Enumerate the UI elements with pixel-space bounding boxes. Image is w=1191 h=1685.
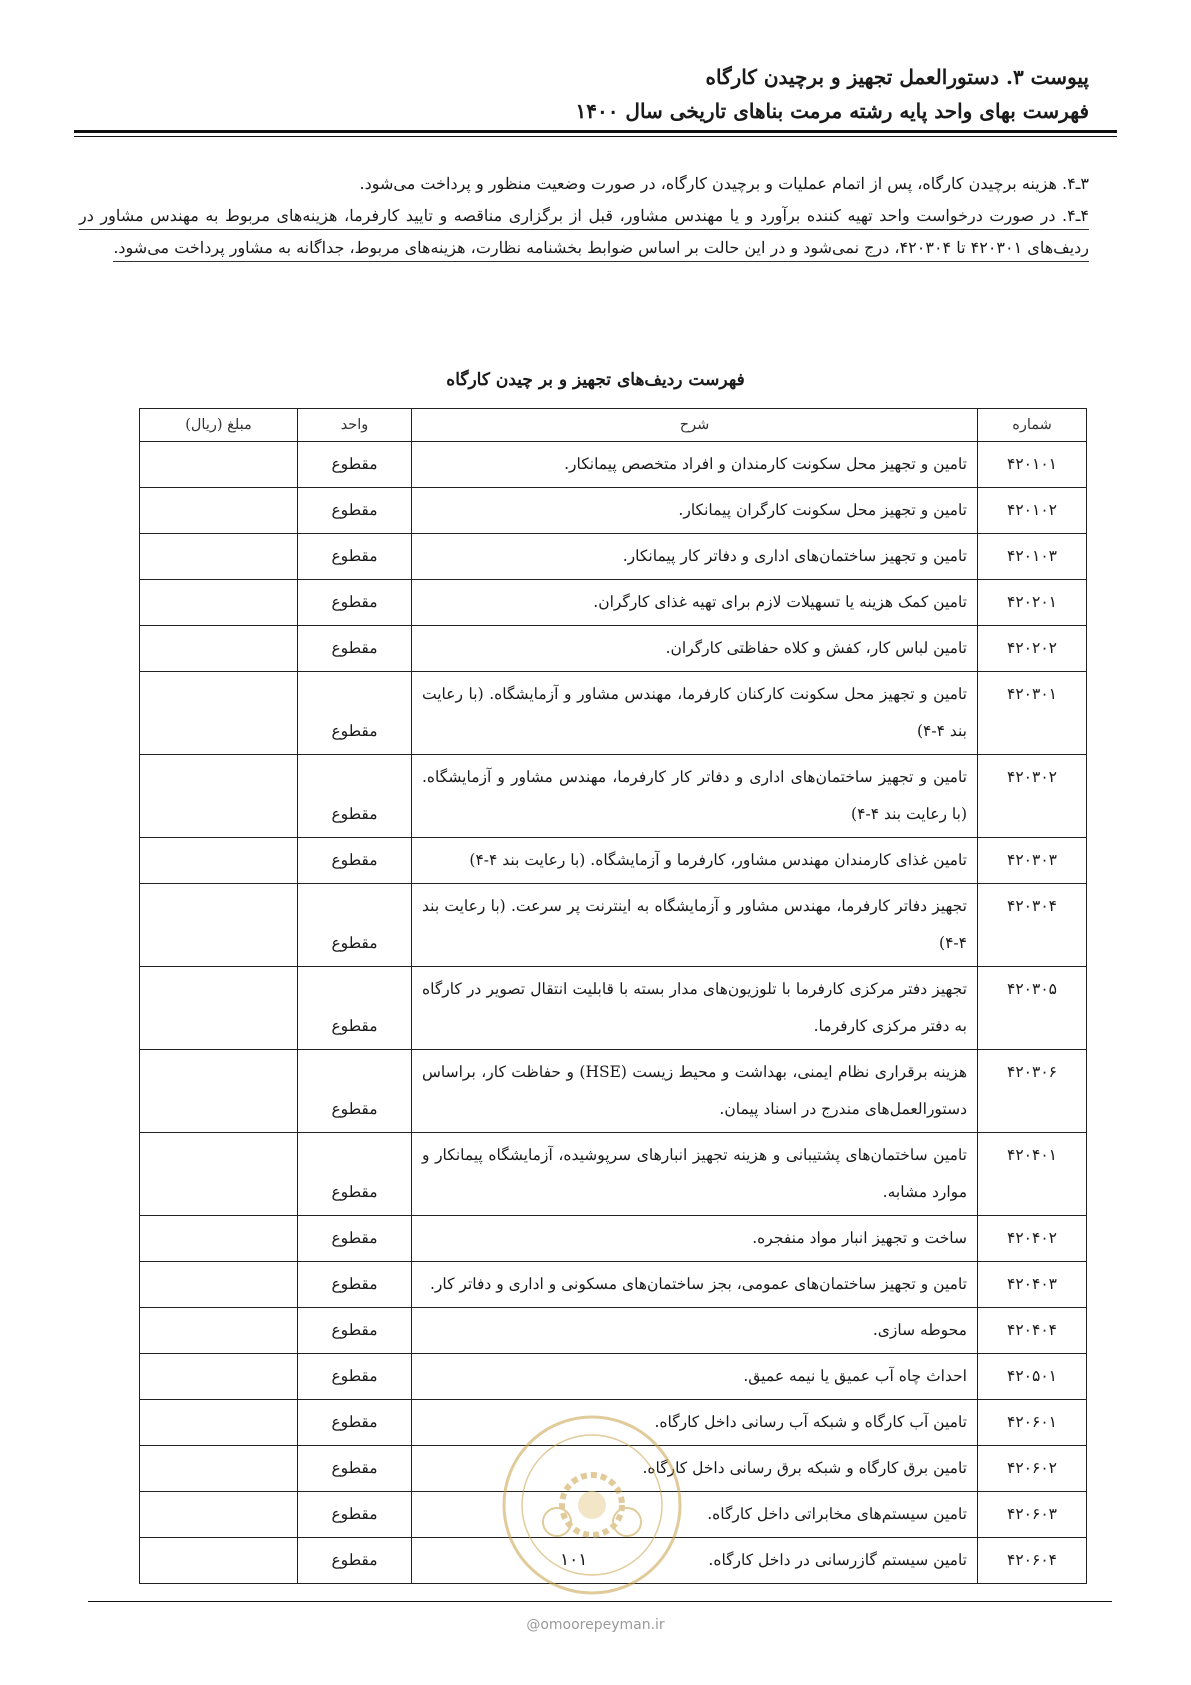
row-description: تامین سیستم گازرسانی در داخل کارگاه. xyxy=(412,1538,978,1584)
body-text xyxy=(79,168,1089,264)
row-code: ۴۲۰۱۰۱ xyxy=(978,442,1087,488)
row-code: ۴۲۰۶۰۱ xyxy=(978,1400,1087,1446)
table-row xyxy=(140,626,1087,672)
row-unit: مقطوع xyxy=(298,967,412,1050)
watermark-site: @omoorepeyman.ir xyxy=(526,1617,665,1633)
table-row xyxy=(140,1133,1087,1216)
row-code: ۴۲۰۳۰۲ xyxy=(978,755,1087,838)
document-title: فهرست بهای واحد پایه رشته مرمت بناهای تاریخی سال ۱۴۰۰ xyxy=(575,99,1089,123)
row-amount xyxy=(140,534,298,580)
row-description: تجهیز دفاتر کارفرما، مهندس مشاور و آزمایشگاه به اینترنت پر سرعت. (با رعایت بند ۴-۴) xyxy=(412,884,978,967)
row-description: تامین لباس کار، کفش و کلاه حفاظتی کارگران. xyxy=(412,626,978,672)
table-row xyxy=(140,1354,1087,1400)
row-amount xyxy=(140,884,298,967)
row-code: ۴۲۰۳۰۶ xyxy=(978,1050,1087,1133)
row-amount xyxy=(140,1133,298,1216)
table-row xyxy=(140,1216,1087,1262)
row-unit: مقطوع xyxy=(298,580,412,626)
paragraph-4-4 xyxy=(79,200,1089,264)
row-amount xyxy=(140,1050,298,1133)
row-unit: مقطوع xyxy=(298,1216,412,1262)
row-description: تجهیز دفتر مرکزی کارفرما با تلوزیون‌های مدار بسته با قابلیت انتقال تصویر در کارگاه به دفتر مرکزی کارفرما. xyxy=(412,967,978,1050)
row-amount xyxy=(140,1538,298,1584)
row-description: تامین سیستم‌های مخابراتی داخل کارگاه. xyxy=(412,1492,978,1538)
table-row xyxy=(140,672,1087,755)
row-description: احداث چاه آب عمیق یا نیمه عمیق. xyxy=(412,1354,978,1400)
header-description: شرح xyxy=(412,409,978,442)
paragraph-4-3: ۳ـ۴. هزینه برچیدن کارگاه، پس از اتمام عملیات و برچیدن کارگاه، در صورت وضعیت منظور و پرداخت می‌شود. xyxy=(359,174,1089,193)
table-row xyxy=(140,755,1087,838)
table-row xyxy=(140,838,1087,884)
row-unit: مقطوع xyxy=(298,884,412,967)
row-code: ۴۲۰۴۰۳ xyxy=(978,1262,1087,1308)
row-code: ۴۲۰۲۰۱ xyxy=(978,580,1087,626)
row-description: تامین و تجهیز محل سکونت کارگران پیمانکار. xyxy=(412,488,978,534)
row-code: ۴۲۰۲۰۲ xyxy=(978,626,1087,672)
row-code: ۴۲۰۶۰۲ xyxy=(978,1446,1087,1492)
header-unit: واحد xyxy=(298,409,412,442)
row-code: ۴۲۰۱۰۳ xyxy=(978,534,1087,580)
row-description: تامین کمک هزینه یا تسهیلات لازم برای تهیه غذای کارگران. xyxy=(412,580,978,626)
row-amount xyxy=(140,967,298,1050)
table-row xyxy=(140,1308,1087,1354)
header-code: شماره xyxy=(978,409,1087,442)
row-unit: مقطوع xyxy=(298,1133,412,1216)
row-code: ۴۲۰۱۰۲ xyxy=(978,488,1087,534)
page-header xyxy=(74,60,1089,128)
items-table xyxy=(139,408,1087,1584)
row-amount xyxy=(140,488,298,534)
row-unit: مقطوع xyxy=(298,672,412,755)
row-code: ۴۲۰۴۰۱ xyxy=(978,1133,1087,1216)
row-unit: مقطوع xyxy=(298,1308,412,1354)
header-amount: مبلغ (ریال) xyxy=(140,409,298,442)
row-description: تامین ساختمان‌های پشتیبانی و هزینه تجهیز انبارهای سرپوشیده، آزمایشگاه پیمانکار و موارد مشابه. xyxy=(412,1133,978,1216)
row-unit: مقطوع xyxy=(298,1400,412,1446)
row-amount xyxy=(140,1400,298,1446)
row-description: تامین و تجهیز ساختمان‌های عمومی، بجز ساختمان‌های مسکونی و اداری و دفاتر کار. xyxy=(412,1262,978,1308)
row-unit: مقطوع xyxy=(298,534,412,580)
row-amount xyxy=(140,626,298,672)
row-unit: مقطوع xyxy=(298,1538,412,1584)
footer-rule xyxy=(88,1601,1112,1602)
seal-watermark-icon xyxy=(497,1410,687,1600)
row-unit: مقطوع xyxy=(298,1262,412,1308)
row-code: ۴۲۰۴۰۴ xyxy=(978,1308,1087,1354)
row-unit: مقطوع xyxy=(298,1354,412,1400)
row-amount xyxy=(140,1446,298,1492)
row-code: ۴۲۰۳۰۵ xyxy=(978,967,1087,1050)
row-description: هزینه برقراری نظام ایمنی، بهداشت و محیط زیست (HSE) و حفاظت کار، براساس دستورالعمل‌های مندرج در اسناد پیمان. xyxy=(412,1050,978,1133)
table-row xyxy=(140,1262,1087,1308)
table-row xyxy=(140,442,1087,488)
row-description: تامین و تجهیز محل سکونت کارمندان و افراد متخصص پیمانکار. xyxy=(412,442,978,488)
row-unit: مقطوع xyxy=(298,1446,412,1492)
row-unit: مقطوع xyxy=(298,1050,412,1133)
row-amount xyxy=(140,1262,298,1308)
row-unit: مقطوع xyxy=(298,626,412,672)
row-amount xyxy=(140,442,298,488)
row-description: تامین و تجهیز ساختمان‌های اداری و دفاتر کار پیمانکار. xyxy=(412,534,978,580)
table-title: فهرست ردیف‌های تجهیز و بر چیدن کارگاه xyxy=(446,370,745,390)
row-code: ۴۲۰۶۰۳ xyxy=(978,1492,1087,1538)
row-description: تامین و تجهیز ساختمان‌های اداری و دفاتر کار کارفرما، مهندس مشاور و آزمایشگاه. (با رعایت بند ۴-۴) xyxy=(412,755,978,838)
appendix-title: پیوست ۳. دستورالعمل تجهیز و برچیدن کارگاه xyxy=(705,65,1089,89)
table-row xyxy=(140,488,1087,534)
row-code: ۴۲۰۳۰۱ xyxy=(978,672,1087,755)
row-unit: مقطوع xyxy=(298,488,412,534)
row-amount xyxy=(140,1308,298,1354)
paragraph-4-4-text: ۴ـ۴. در صورت درخواست واحد تهیه کننده برآورد و یا مهندس مشاور، قبل از برگزاری مناقصه و تایید کارفرما، هزینه‌های مربوط به مهندس مشاور در ردیف‌های ۴۲۰۳۰۱ تا ۴۲۰۳۰۴، درج نمی‌شود و در این حالت بر اساس ضوابط بخشنامه نظارت، هزینه‌های مربوط، جداگانه به مشاور پرداخت می‌شود. xyxy=(79,206,1089,262)
row-amount xyxy=(140,1216,298,1262)
row-code: ۴۲۰۳۰۳ xyxy=(978,838,1087,884)
row-description: تامین برق کارگاه و شبکه برق رسانی داخل کارگاه. xyxy=(412,1446,978,1492)
row-code: ۴۲۰۳۰۴ xyxy=(978,884,1087,967)
row-amount xyxy=(140,1492,298,1538)
row-unit: مقطوع xyxy=(298,838,412,884)
row-amount xyxy=(140,838,298,884)
table-row xyxy=(140,1050,1087,1133)
row-code: ۴۲۰۶۰۴ xyxy=(978,1538,1087,1584)
row-code: ۴۲۰۴۰۲ xyxy=(978,1216,1087,1262)
row-description: تامین آب کارگاه و شبکه آب رسانی داخل کارگاه. xyxy=(412,1400,978,1446)
row-amount xyxy=(140,1354,298,1400)
page-number: ۱۰۱ xyxy=(560,1550,588,1570)
table-row xyxy=(140,534,1087,580)
header-rule-thick xyxy=(74,130,1117,133)
row-code: ۴۲۰۵۰۱ xyxy=(978,1354,1087,1400)
row-unit: مقطوع xyxy=(298,1492,412,1538)
table-row xyxy=(140,967,1087,1050)
row-description: محوطه سازی. xyxy=(412,1308,978,1354)
row-description: تامین و تجهیز محل سکونت کارکنان کارفرما، مهندس مشاور و آزمایشگاه. (با رعایت بند ۴-۴) xyxy=(412,672,978,755)
row-unit: مقطوع xyxy=(298,442,412,488)
row-description: ساخت و تجهیز انبار مواد منفجره. xyxy=(412,1216,978,1262)
row-amount xyxy=(140,580,298,626)
row-amount xyxy=(140,755,298,838)
header-rule-thin xyxy=(74,136,1117,137)
row-amount xyxy=(140,672,298,755)
row-description: تامین غذای کارمندان مهندس مشاور، کارفرما و آزمایشگاه. (با رعایت بند ۴-۴) xyxy=(412,838,978,884)
row-unit: مقطوع xyxy=(298,755,412,838)
table-row xyxy=(140,580,1087,626)
table-row xyxy=(140,884,1087,967)
table-header-row xyxy=(140,409,1087,442)
